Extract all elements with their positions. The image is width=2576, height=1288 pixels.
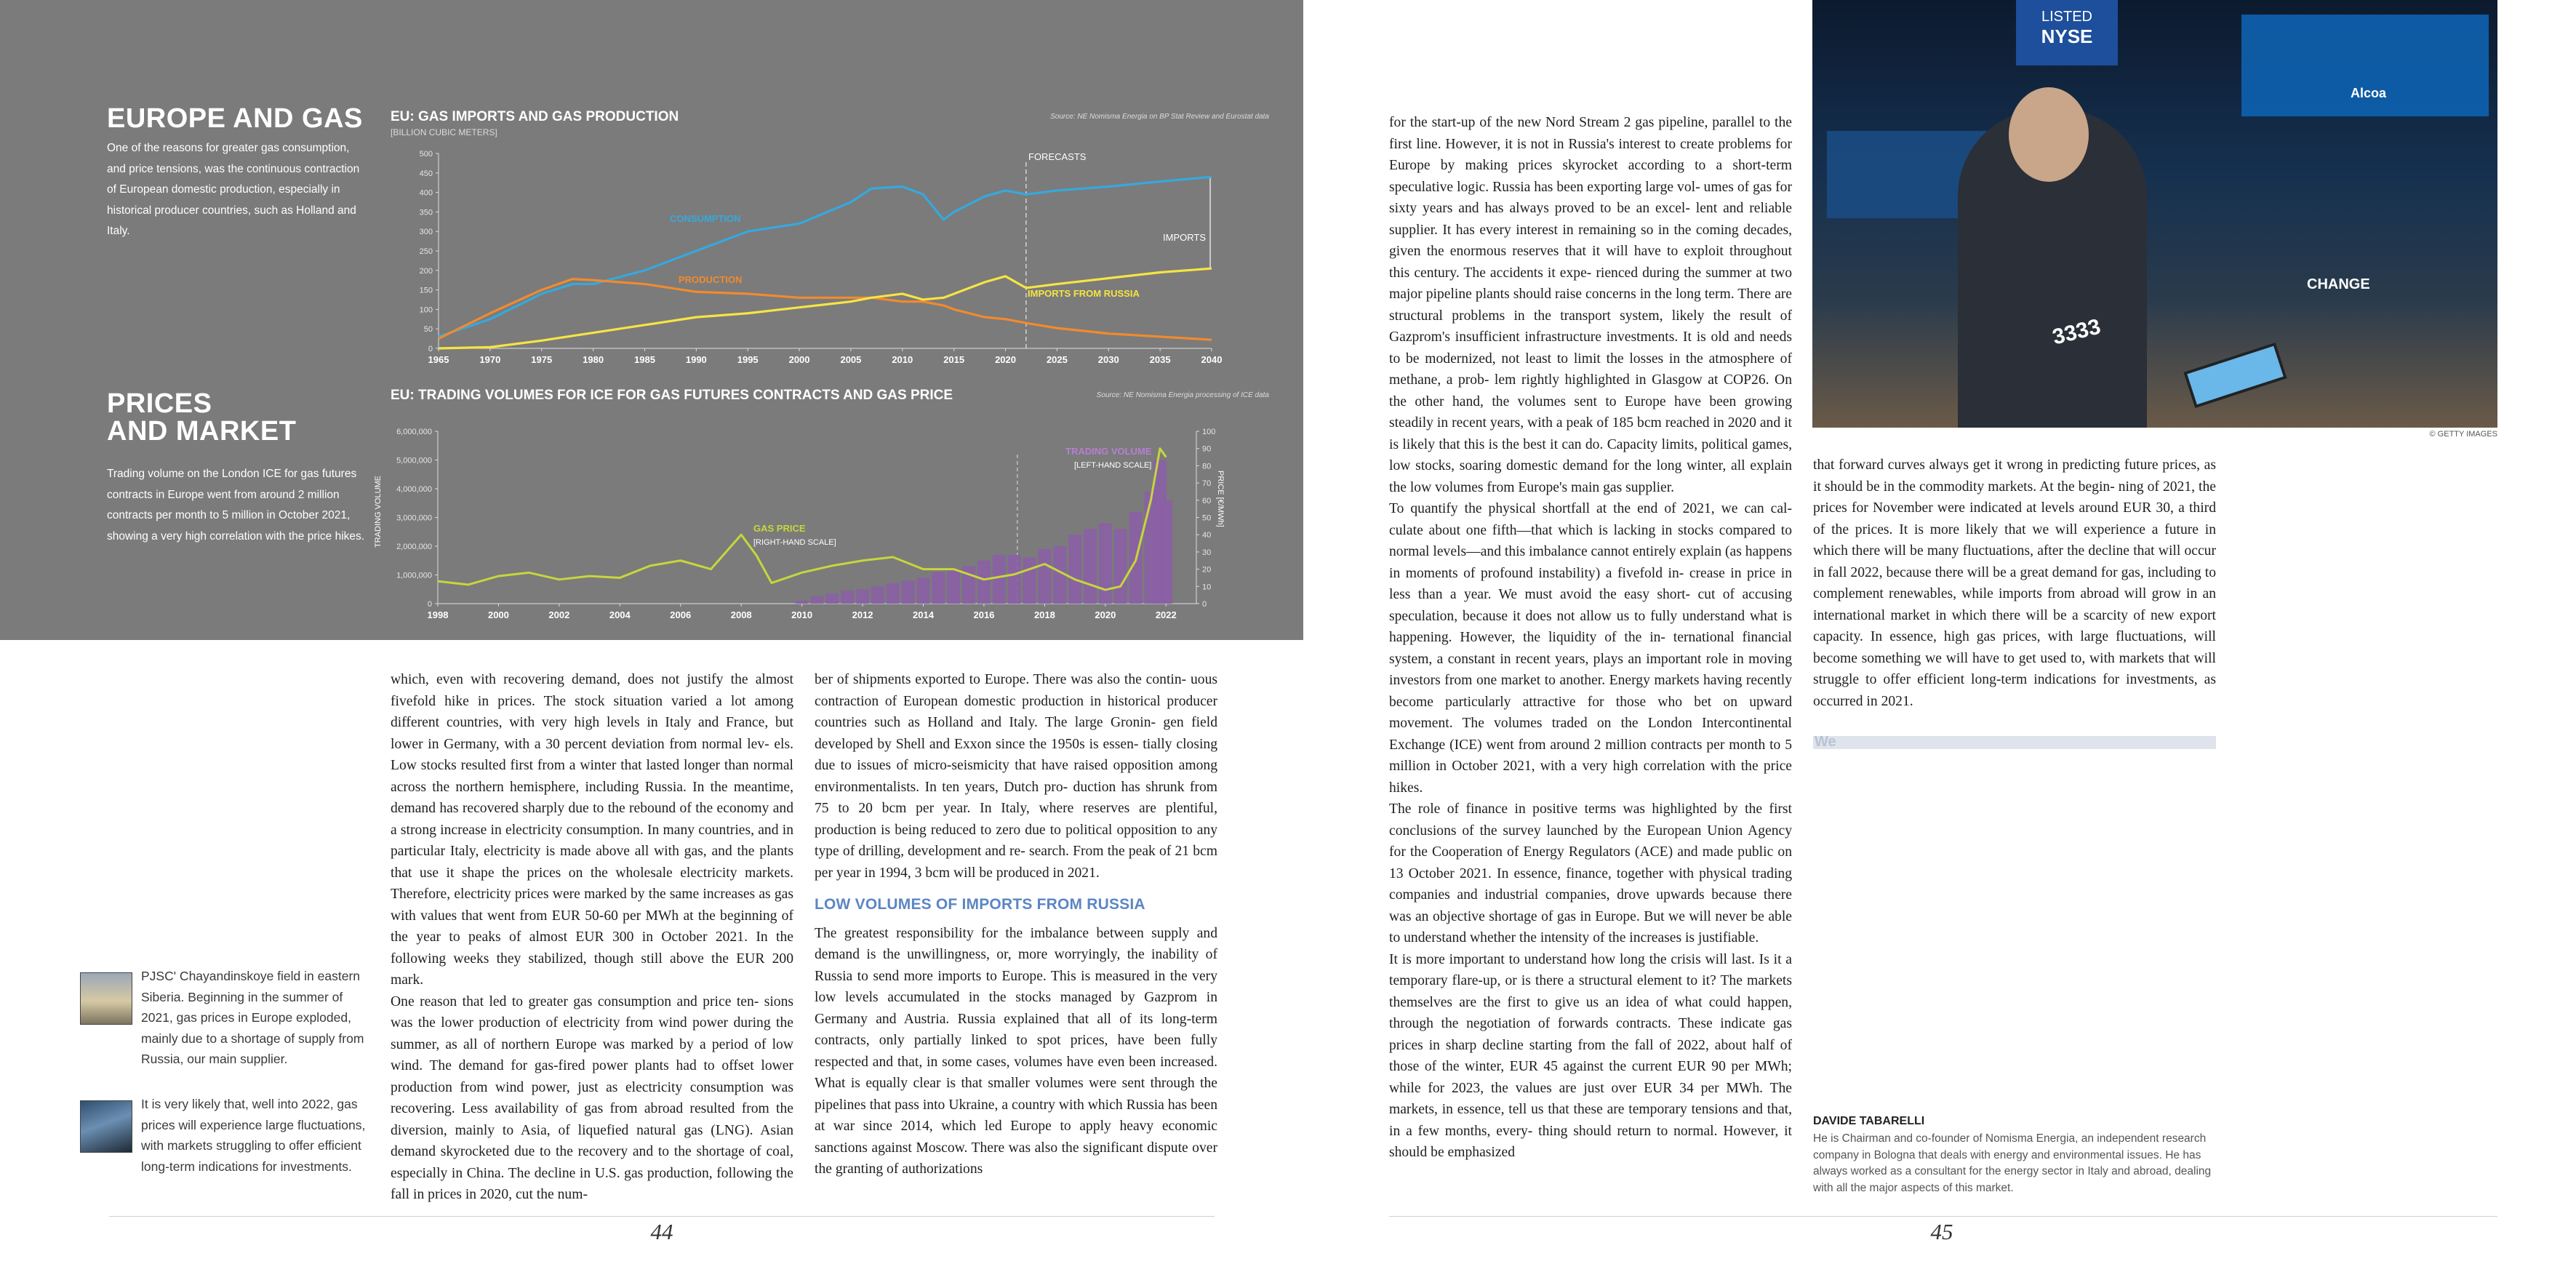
chart2-volume-bar xyxy=(825,593,839,604)
end-mark: We xyxy=(1815,734,1836,750)
tablet xyxy=(2183,343,2287,409)
chart1-y-tick-label: 150 xyxy=(419,286,433,295)
chart2-y2-tick-label: 20 xyxy=(1202,565,1212,575)
chart2-y2-tick-label: 40 xyxy=(1202,531,1212,540)
chart1-source: Source: NE Nomisma Energia on BP Stat Review and Eurostat data xyxy=(1050,113,1269,121)
nyse-trader-photo xyxy=(1812,0,2497,428)
trading-volume-price-chart xyxy=(367,418,1303,636)
chart2-y2-tick-label: 90 xyxy=(1202,444,1212,454)
paragraph: which, even with recovering demand, does not justify the almost fivefold hike in prices. The stock situation varied a lot among different countries, with very high levels in Italy and France, but lower in Germany, with a 30 percent deviation from normal lev- els. Low stocks resulted first from a winter that lasted longer than normal across the northern hemisphere, including Russia. In the meantime, demand has recovered sharply due to the rebound of the economy and a strong increase in electricity consumption. In many countries, and in particular Italy, electricity is made above all with gas, and the plants that use it shape the prices on the wholesale electricity markets. Therefore, electricity prices were marked by the same increases as gas with values that went from EUR 50-60 per MWh at the beginning of the year to peaks of almost EUR 300 in October 2021. In the following weeks they stabilized, though still above the EUR 200 mark. xyxy=(391,672,793,988)
chart2-x-tick-label: 2018 xyxy=(1033,609,1055,620)
chart2-volume-bar xyxy=(811,596,824,604)
caption-gas-field: PJSC' Chayandinskoye field in eastern Siberia. Beginning in the summer of 2021, gas prices in Europe exploded, mainly due to a shortage of supply from Russia, our main supplier. xyxy=(141,969,364,1066)
chart2-volume-bar xyxy=(841,591,854,604)
author-box xyxy=(1813,1115,2220,1196)
chart1-x-tick-label: 1970 xyxy=(479,354,501,365)
trading-floor-thumbnail xyxy=(80,1100,132,1153)
paragraph: It is more important to understand how long the crisis will last. Is it a temporary flare-up, or is there a structural element to it? The markets themselves are the first to give us an idea of what could happen, through the negotiation of forwards contracts. These indicate gas prices in sharp decline starting from the fall of 2022, about half of those of the winter, EUR 45 against the current EUR 90 per MWh; while for 2023, the values are just over EUR 34 per MWh. The markets, in essence, tell us that these are temporary tensions and that, in a few months, every- thing should return to normal. However, it should be emphasized xyxy=(1389,951,1792,1160)
chart2-volume-bar xyxy=(1068,535,1081,604)
chart2-x-tick-label: 1998 xyxy=(427,609,449,620)
chart2-x-tick-label: 2004 xyxy=(609,609,631,620)
chart1-x-tick-label: 1975 xyxy=(531,354,553,365)
chart2-y-tick-label: 3,000,000 xyxy=(396,513,432,523)
chart2-volume-bar xyxy=(1023,558,1036,604)
chart1-forecasts-label: FORECASTS xyxy=(1028,151,1087,162)
chart1-consumption-label: CONSUMPTION xyxy=(670,213,741,224)
chart2-x-tick-label: 2000 xyxy=(487,609,509,620)
chart1-x-tick-label: 2010 xyxy=(892,354,913,365)
chart2-y2-tick-label: 30 xyxy=(1202,548,1212,557)
chart1-y-tick-label: 400 xyxy=(419,188,433,198)
chart2-title: EU: TRADING VOLUMES FOR ICE FOR GAS FUTURES CONTRACTS AND GAS PRICE xyxy=(391,388,953,403)
chart2-y-tick-label: 0 xyxy=(427,600,432,609)
paragraph: ber of shipments exported to Europe. There was also the contin- uous contraction of European domestic production in historical producer countries such as Holland and Italy. The large Gronin- gen field developed by Shell and Exxon since the 1950s is essen- tially closing due to issues of micro-seismicity that have raised opposition among environmentalists. In ten years, Dutch pro- duction has shrunk from 75 to 20 bcm per year. In Italy, where reserves are plentiful, production is being reduced to zero due to political opposition to any type of drilling, development and re- search. From the peak of 21 bcm per year in 1994, 3 bcm will be produced in 2021. xyxy=(815,672,1217,881)
chart2-x-tick-label: 2016 xyxy=(973,609,995,620)
chart2-source: Source: NE Nomisma Energia processing of ICE data xyxy=(1096,391,1269,399)
chart1-y-tick-label: 450 xyxy=(419,169,433,178)
paragraph: for the start-up of the new Nord Stream 2 gas pipeline, parallel to the first line. However, it is not in Russia's interest to create problems for Europe by making prices skyrocket according to a short-term speculative logic. Russia has been exporting large vol- umes of gas for sixty years and has always proved to be an excel- lent and reliable supplier. It has every interest in remaining so in the coming decades, given the enormous reserves that it will have to exploit throughout this century. The accidents it expe- rienced during the summer at two major pipeline plants should raise concerns in the long term. There are structural problems in the transport system, likely the result of Gazprom's insufficient infrastructure investments. It is old and needs to be modernized, not least to limit the losses in the atmosphere of methane, a prob- lem rightly highlighted in Glasgow at COP26. On the other hand, the volumes sent to Europe have been growing steadily in recent years, with a peak of 185 bcm reached in 2020 and it is likely that this is the best it can do. Capacity limits, political games, low stocks, soaring domestic demand for the long winter, all explain the low volumes from Europe's main gas supplier. xyxy=(1389,115,1792,495)
chart2-volume-bar xyxy=(977,561,991,604)
chart2-x-tick-label: 2014 xyxy=(913,609,934,620)
chart2-volume-bar xyxy=(932,572,945,604)
chart2-volume-bar xyxy=(993,555,1006,604)
nyse-sign xyxy=(2016,0,2118,65)
chart1-y-tick-label: 100 xyxy=(419,305,433,315)
chart2-x-tick-label: 2006 xyxy=(670,609,692,620)
right-column-2 xyxy=(1813,455,2216,712)
chart2-y-tick-label: 2,000,000 xyxy=(396,543,432,551)
right-column-1 xyxy=(1389,112,1792,1164)
chart1-production-label: PRODUCTION xyxy=(679,274,743,285)
paragraph: To quantify the physical shortfall at the end of 2021, we can cal- culate about one fifth—that which is lacking in stocks compared to normal levels—and this imbalance cannot entirely explain (as happens in moments of profound instability) a fivefold in- crease in price in less than a year. We must avoid the easy short- cut of accusing speculation, because it does not allow us to fully understand what is happening. However, the liquidity of the in- ternational financial system, a constant in recent years, plays an important role in moving investors from one market to another. Energy markets having recently become particularly attractive for those who bet on upward movement. The volumes traded on the London Intercontinental Exchange (ICE) went from around 2 million contracts per month to 5 million in October 2021, with a very high correlation with the price hikes. xyxy=(1389,501,1792,796)
paragraph: One reason that led to greater gas consumption and price ten- sions was the lower production of electricity from wind power during the summer, as all of northern Europe was marked by a period of low wind. The demand for gas-fired power plants had to offset lower production from wind power, just as electricity consumption was recovering. Less availability of gas from abroad resulted from the diversion, mainly to Asia, of liquefied natural gas (LNG). Asian demand skyrocketed due to the recovery and to the shortage of coal, especially in China. The decline in U.S. gas production, following the fall in prices in 2020, cut the num- xyxy=(391,993,793,1202)
chart1-series-line-2 xyxy=(439,268,1212,348)
chart1-subtitle: [BILLION CUBIC METERS] xyxy=(391,127,497,137)
prices-title-line1: PRICES xyxy=(107,388,212,419)
chart1-y-tick-label: 200 xyxy=(419,266,433,276)
chart2-y2-tick-label: 70 xyxy=(1202,479,1212,489)
prices-market-text: Trading volume on the London ICE for gas futures contracts in Europe went from around 2 million contracts per month to 5 million in October 2021, showing a very high correlation with the price hikes. xyxy=(107,468,365,543)
europe-gas-box xyxy=(107,105,369,242)
page-number-44: 44 xyxy=(650,1219,673,1244)
gas-field-thumbnail xyxy=(80,972,132,1025)
chart2-volume-bar xyxy=(1084,529,1097,604)
chart2-volume-bar xyxy=(1038,549,1051,604)
chart2-y-tick-label: 1,000,000 xyxy=(396,571,432,580)
chart1-x-tick-label: 1980 xyxy=(583,354,604,365)
gas-imports-production-chart xyxy=(391,142,1285,375)
europe-gas-text: One of the reasons for greater gas consumption, and price tensions, was the continuous contraction of European domestic production, especially in historical producer countries, such as Holland and Italy. xyxy=(107,142,360,237)
chart2-y2-tick-label: 60 xyxy=(1202,496,1212,505)
prices-market-box xyxy=(107,390,369,547)
author-bio: He is Chairman and co-founder of Nomisma Energia, an independent research company in Bologna that deals with energy and environmental issues. He has always worked as a consultant for the energy sector in Italy and abroad, dealing with all the major aspects of this market. xyxy=(1813,1132,2212,1194)
chart1-imports-label: IMPORTS xyxy=(1163,232,1206,243)
photo-credit: © GETTY IMAGES xyxy=(2429,430,2497,439)
chart1-x-tick-label: 1990 xyxy=(685,354,707,365)
chart1-x-tick-label: 2025 xyxy=(1046,354,1068,365)
trading-screens xyxy=(2241,15,2489,116)
chart2-volume-bar xyxy=(856,589,869,604)
trader-badge: 3333 xyxy=(2049,314,2103,350)
sign-alcoa: Alcoa xyxy=(2351,86,2387,100)
chart1-x-tick-label: 2005 xyxy=(840,354,862,365)
chart2-y2-tick-label: 80 xyxy=(1202,462,1212,471)
chart2-trading-volume-sub: [LEFT-HAND SCALE] xyxy=(1074,461,1152,470)
europe-gas-title: EUROPE AND GAS xyxy=(107,103,363,134)
sign-exchange: CHANGE xyxy=(2307,276,2370,292)
chart1-x-tick-label: 1995 xyxy=(737,354,759,365)
chart2-volume-bar xyxy=(1114,529,1127,604)
chart1-imports-russia-label: IMPORTS FROM RUSSIA xyxy=(1028,288,1140,299)
chart1-y-tick-label: 50 xyxy=(423,325,433,335)
chart1-y-tick-label: 0 xyxy=(428,345,433,353)
chart1-x-tick-label: 1965 xyxy=(428,354,449,365)
chart2-volume-bar xyxy=(1008,555,1021,604)
chart2-trading-volume-label: TRADING VOLUME xyxy=(1065,446,1152,457)
chart2-volume-bar xyxy=(871,586,884,604)
chart2-volume-bar xyxy=(902,580,915,604)
chart1-x-tick-label: 2015 xyxy=(943,354,965,365)
sign-listed: LISTED xyxy=(2041,9,2093,25)
chart2-x-tick-label: 2010 xyxy=(791,609,813,620)
chart2-x-tick-label: 2022 xyxy=(1155,609,1177,620)
chart1-y-tick-label: 350 xyxy=(419,208,433,217)
caption-gas-prices: It is very likely that, well into 2022, gas prices will experience large fluctuations, with markets struggling to offer efficient long-term indications for investments. xyxy=(141,1097,366,1174)
chart2-x-tick-label: 2020 xyxy=(1095,609,1116,620)
chart1-x-tick-label: 2030 xyxy=(1097,354,1119,365)
left-column-2 xyxy=(815,669,1217,1180)
chart1-x-tick-label: 2020 xyxy=(995,354,1016,365)
author-name: DAVIDE TABARELLI xyxy=(1813,1115,1925,1127)
chart2-y-tick-label: 4,000,000 xyxy=(396,485,432,494)
chart2-left-axis-label: TRADING VOLUME xyxy=(374,475,383,548)
chart2-y2-tick-label: 0 xyxy=(1202,600,1207,609)
trader-head xyxy=(2009,87,2089,182)
prices-title-line2: AND MARKET xyxy=(107,416,297,447)
chart2-x-tick-label: 2002 xyxy=(548,609,570,620)
paragraph: The greatest responsibility for the imbalance between supply and demand is the unwillingness, or, more worryingly, the inability of Russia to send more imports to Europe. This is measured in the very low levels accumulated in the stocks managed by Gazprom in Germany and Austria. Russia explained that all of its long-term contracts, only partially linked to spot prices, have been fully respected and that, in some cases, volumes have even been increased. What is equally clear is that smaller volumes were sent through the pipelines that pass into Ukraine, a country with which Russia has been at war since 2014, which led Europe to apply heavy economic sanctions against Moscow. There was also the significant dispute over the granting of authorizations xyxy=(815,925,1217,1177)
chart2-volume-bar xyxy=(1099,523,1112,604)
section-heading-russia: LOW VOLUMES OF IMPORTS FROM RUSSIA xyxy=(815,896,1145,913)
chart2-volume-bar xyxy=(1159,500,1172,604)
chart2-y2-tick-label: 50 xyxy=(1202,513,1212,523)
chart1-y-tick-label: 250 xyxy=(419,247,433,256)
chart1-y-tick-label: 300 xyxy=(419,228,433,237)
sign-nyse: NYSE xyxy=(2041,25,2093,47)
chart2-volume-bar xyxy=(887,583,900,604)
chart2-volume-bar xyxy=(796,601,809,604)
page-number-45: 45 xyxy=(1930,1219,1953,1244)
paragraph: that forward curves always get it wrong in predicting future prices, as it should be in the commodity markets. At the begin- ning of 2021, the prices for November were indicated at levels around EUR 30, a third of the prices. It is more likely that we will experience a future in which there will be many fluctuations, after the decline that will occur in fall 2022, because there will be a great demand for gas, including to complement renewables, while imports from abroad will grow in an international market in which there will be a scarcity of new export capacity. In essence, high gas prices, with large fluctuations, will become something we will have to get used to, with markets that will struggle to offer efficient long-term indications for investments, as occurred in 2021. xyxy=(1813,457,2216,709)
chart2-x-tick-label: 2008 xyxy=(730,609,752,620)
footer-rule-left xyxy=(109,1216,1215,1217)
chart1-x-tick-label: 1985 xyxy=(634,354,655,365)
chart1-title: EU: GAS IMPORTS AND GAS PRODUCTION xyxy=(391,109,679,124)
chart2-volume-bar xyxy=(917,577,930,604)
chart1-y-tick-label: 500 xyxy=(419,150,433,159)
chart1-series-line-0 xyxy=(439,177,1212,337)
paragraph: The role of finance in positive terms was highlighted by the first conclusions of the survey launched by the European Union Agency for the Cooperation of Energy Regulators (ACE) and made public on 13 October 2021. In essence, finance, together with physical trading companies and industrial companies, drove upwards because there was an objective shortage of gas in Europe. But we will never be able to understand whether the intensity of the increases is justifiable. xyxy=(1389,801,1792,945)
footer-rule-right xyxy=(1389,1216,2497,1217)
chart2-y2-tick-label: 10 xyxy=(1202,583,1212,592)
chart1-x-tick-label: 2035 xyxy=(1149,354,1171,365)
left-column-1 xyxy=(391,669,793,1206)
chart2-gas-price-sub: [RIGHT-HAND SCALE] xyxy=(753,538,836,547)
chart2-y2-tick-label: 100 xyxy=(1202,428,1216,436)
end-mark-bar xyxy=(1813,736,2216,749)
chart2-gas-price-label: GAS PRICE xyxy=(753,523,806,534)
chart2-y-tick-label: 6,000,000 xyxy=(396,428,432,436)
chart1-x-tick-label: 2040 xyxy=(1201,354,1223,365)
chart2-y-tick-label: 5,000,000 xyxy=(396,456,432,465)
chart2-volume-bar xyxy=(947,569,960,604)
chart2-x-tick-label: 2012 xyxy=(852,609,873,620)
chart1-x-tick-label: 2000 xyxy=(788,354,810,365)
chart2-right-axis-label: PRICE [€/MWh] xyxy=(1216,471,1225,527)
